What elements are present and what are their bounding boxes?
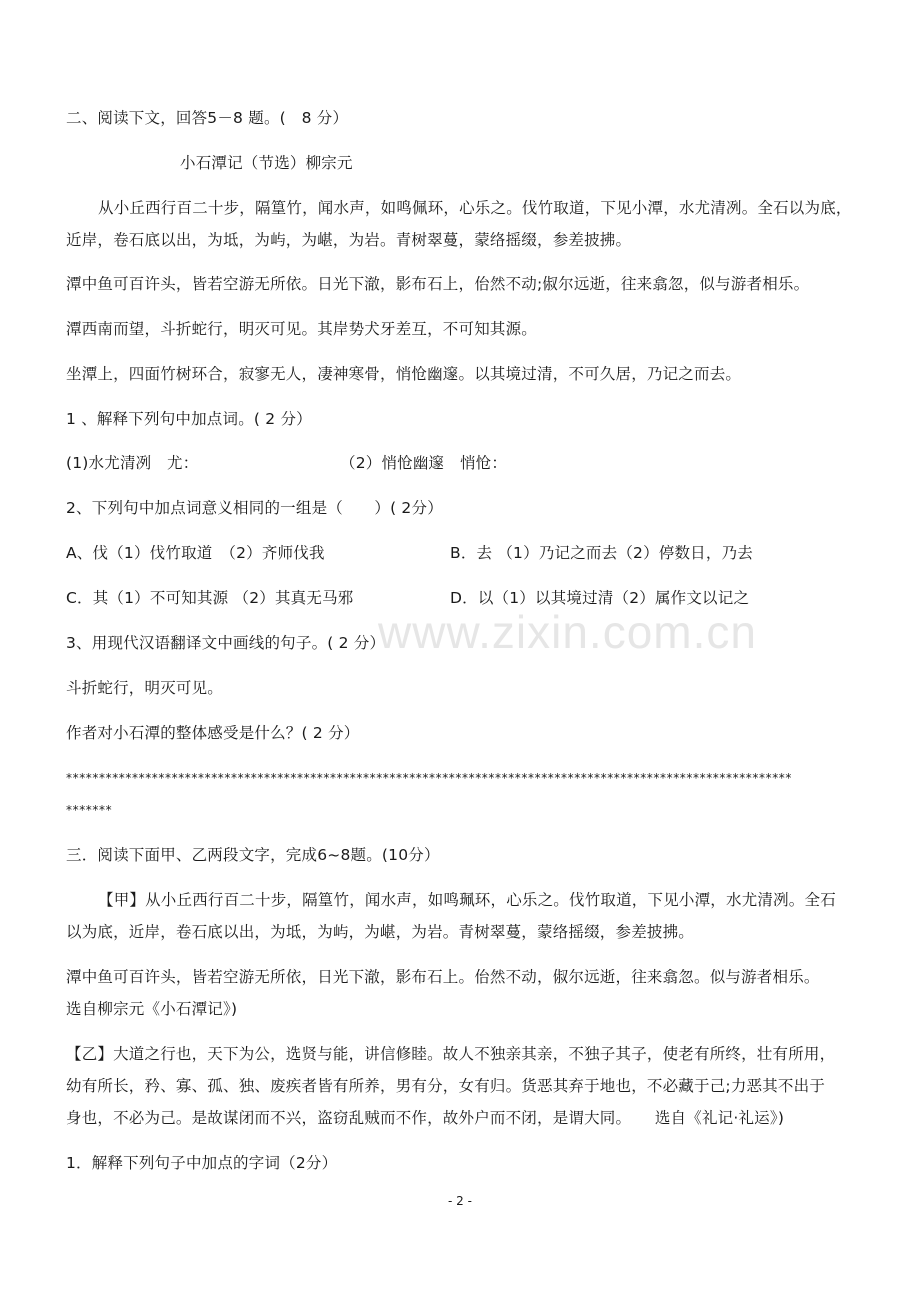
- section3-heading: 三．阅读下面甲、乙两段文字，完成6~8题。(10分）: [66, 846, 440, 864]
- question-2-row1: [66, 542, 753, 564]
- jia-line1: 【甲】从小丘西行百二十步，隔篁竹，闻水声，如鸣珮环，心乐之。伐竹取道，下见小潭，水尤清冽。全石: [98, 891, 836, 909]
- question-1: 1 、解释下列句中加点词。( 2 分）: [66, 410, 312, 428]
- question-2: 2、下列句中加点词意义相同的一组是（ ）( 2分）: [66, 499, 443, 517]
- para1-line1: 从小丘西行百二十步，隔篁竹，闻水声，如鸣佩环，心乐之。伐竹取道，下见小潭，水尤清冽。全石以为底，: [98, 199, 852, 217]
- question-1b: （2）悄怆幽邃 悄怆：: [340, 454, 508, 472]
- yi-line2: 幼有所长，矜、寡、孤、独、废疾者皆有所养，男有分，女有归。货恶其弃于地也，不必藏于己;力恶其不出于: [66, 1077, 826, 1095]
- para2: 潭中鱼可百许头，皆若空游无所依。日光下澈，影布石上，佁然不动;俶尔远逝，往来翕忽，似与游者相乐。: [66, 275, 810, 293]
- question-1-items: [66, 452, 508, 474]
- question-4: 作者对小石潭的整体感受是什么？( 2 分）: [66, 724, 360, 742]
- section2-heading: 二、阅读下文，回答5－8 题。( 8 分）: [66, 109, 349, 127]
- page-number: - 2 -: [448, 1194, 472, 1208]
- jia-source: 选自柳宗元《小石潭记》): [66, 1000, 238, 1018]
- yi-line1: 【乙】大道之行也，天下为公，选贤与能，讲信修睦。故人不独亲其亲，不独子其子，使老有所终，壮有所用，: [66, 1045, 836, 1063]
- divider-line-2: *******: [66, 803, 113, 817]
- yi-line3: 身也，不必为己。是故谋闭而不兴，盗窃乱贼而不作，故外户而不闭，是谓大同。 选自《礼记·礼运》): [66, 1109, 785, 1127]
- option-a: A、伐（1）伐竹取道 （2）齐师伐我: [66, 544, 325, 562]
- divider-line-1: **************************************************************************************************************: [66, 771, 792, 785]
- option-d: D．以（1）以其境过清（2）属作文以记之: [450, 589, 750, 607]
- question-3: 3、用现代汉语翻译文中画线的句子。( 2 分）: [66, 634, 386, 652]
- question-3-sentence: 斗折蛇行，明灭可见。: [66, 679, 224, 697]
- para4: 坐潭上，四面竹树环合，寂寥无人，凄神寒骨，悄怆幽邃。以其境过清，不可久居，乃记之而去。: [66, 365, 742, 383]
- question-2-row2: [66, 587, 750, 609]
- para1-line2: 近岸，卷石底以出，为坻，为屿，为嵁，为岩。青树翠蔓，蒙络摇缀，参差披拂。: [66, 231, 632, 249]
- jia-line3: 潭中鱼可百许头，皆若空游无所依，日光下澈，影布石上。佁然不动，俶尔远逝，往来翕忽。似与游者相乐。: [66, 968, 820, 986]
- passage-title: 小石潭记（节选）柳宗元: [180, 154, 353, 172]
- section3-question-1: 1．解释下列句子中加点的字词（2分）: [66, 1154, 338, 1172]
- jia-line2: 以为底，近岸，卷石底以出，为坻，为屿，为嵁，为岩。青树翠蔓，蒙络摇缀，参差披拂。: [66, 923, 695, 941]
- watermark: www.zixin.com.cn: [378, 606, 757, 658]
- option-c: C．其（1）不可知其源 （2）其真无马邪: [66, 589, 354, 607]
- para3: 潭西南而望，斗折蛇行，明灭可见。其岸势犬牙差互，不可知其源。: [66, 320, 538, 338]
- option-b: B．去 （1）乃记之而去（2）停数日，乃去: [450, 544, 753, 562]
- question-1a: (1)水尤清冽 尤：: [66, 454, 199, 472]
